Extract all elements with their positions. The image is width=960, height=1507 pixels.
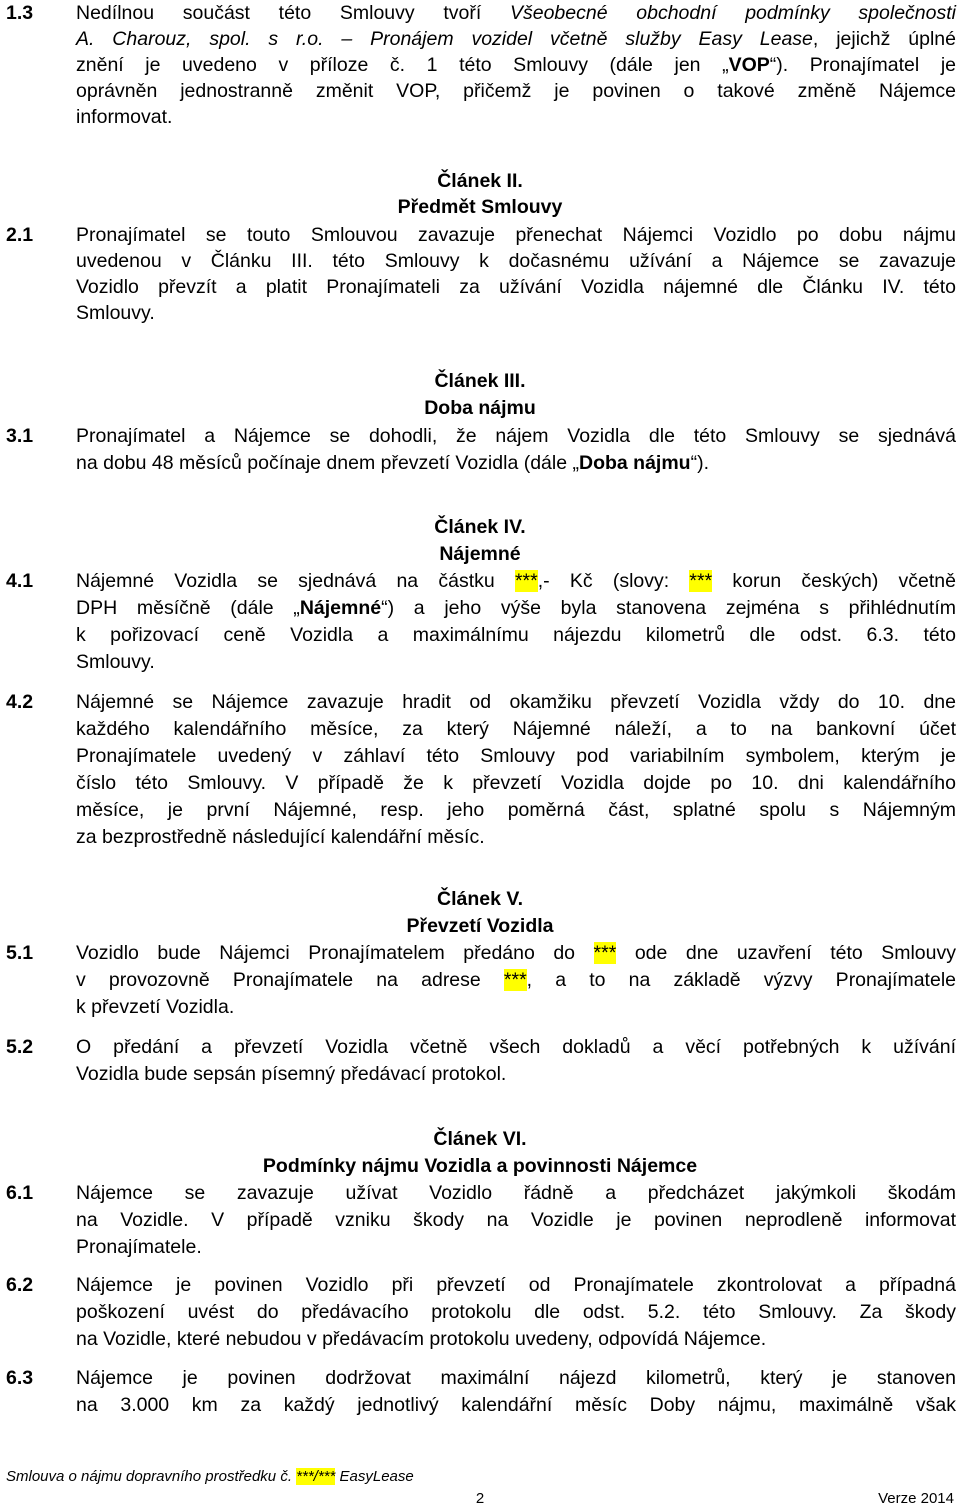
text-span: DPH měsíčně (dále „ xyxy=(76,597,300,619)
text-line: Nájemce je povinen dodržovat maximální nájezd kilometrů, který je stanoven xyxy=(76,1367,956,1389)
paragraph-number: 1.3 xyxy=(6,2,34,24)
text-span: , jejichž úplné xyxy=(812,28,956,50)
paragraph-number: 6.3 xyxy=(6,1367,34,1389)
text-line: Pronajímatele. xyxy=(76,1236,202,1258)
text-line: poškození uvést do předávacího protokolu dle odst. 5.2. této Smlouvy. Za škody xyxy=(76,1301,956,1323)
paragraph-number: 4.2 xyxy=(6,691,34,713)
paragraph-number: 5.1 xyxy=(6,942,34,964)
text-span: na dobu 48 měsíců počínaje dnem převzetí Vozidla (dále „ xyxy=(76,452,579,474)
paragraph-number: 2.1 xyxy=(6,224,34,246)
paragraph-number: 6.2 xyxy=(6,1274,34,1296)
text-line: O předání a převzetí Vozidla včetně všech dokladů a věcí potřebných k užívání xyxy=(76,1036,956,1058)
text-line: na Vozidle, které nebudou v předávacím protokolu uvedeny, odpovídá Nájemce. xyxy=(76,1328,767,1350)
article-title: Článek II. xyxy=(437,170,523,192)
article-subtitle: Převzetí Vozidla xyxy=(406,915,554,937)
footer-text: EasyLease xyxy=(335,1468,414,1485)
article-title: Článek V. xyxy=(437,888,523,910)
page-number: 2 xyxy=(475,1490,485,1507)
highlighted-placeholder: *** xyxy=(514,570,538,592)
text-span: ,- Kč (slovy: xyxy=(537,570,690,592)
text-line: k pořizovací ceně Vozidla a maximálnímu nájezdu kilometrů dle odst. 6.3. této xyxy=(76,624,956,646)
italic-span: Všeobecné obchodní podmínky společnosti xyxy=(509,2,956,24)
text-line: oprávněn jednostranně změnit VOP, přičemž je povinen o takové změně Nájemce xyxy=(76,80,956,102)
text-line: Nájemné se Nájemce zavazuje hradit od okamžiku převzetí Vozidla vždy do 10. dne xyxy=(76,691,956,713)
text-span: , a to na základě výzvy Pronajímatele xyxy=(526,969,956,991)
text-line: měsíce, je první Nájemné, resp. jeho poměrná část, splatné spolu s Nájemným xyxy=(76,799,956,821)
text-line xyxy=(76,26,956,52)
text-line: Pronajímatele uvedený v záhlaví této Smlouvy pod variabilním symbolem, kterým je xyxy=(76,745,956,767)
text-line xyxy=(76,450,709,476)
highlighted-placeholder: *** xyxy=(689,570,713,592)
italic-span: A. Charouz, spol. s r.o. – Pronájem vozidel včetně služby Easy Lease xyxy=(76,28,813,50)
text-line: každého kalendářního měsíce, za který Nájemné náleží, a to na bankovní účet xyxy=(76,718,956,740)
article-subtitle: Předmět Smlouvy xyxy=(397,196,563,218)
text-span: korun českých) včetně xyxy=(712,570,956,592)
text-line xyxy=(76,52,956,78)
highlighted-placeholder: *** xyxy=(593,942,617,964)
text-line: Nájemce je povinen Vozidlo při převzetí od Pronajímatele zkontrolovat a případná xyxy=(76,1274,956,1296)
text-span: “). Pronajímatel je xyxy=(769,54,956,76)
text-line xyxy=(76,568,956,594)
paragraph-number: 4.1 xyxy=(6,570,34,592)
article-subtitle: Doba nájmu xyxy=(424,397,536,419)
text-line: za bezprostředně následující kalendářní měsíc. xyxy=(76,826,485,848)
text-line: Vozidlo převzít a platit Pronajímateli za užívání Vozidla nájemné dle Článku IV. této xyxy=(76,276,956,298)
version-label: Verze 2014 xyxy=(878,1490,954,1507)
paragraph-number: 5.2 xyxy=(6,1036,34,1058)
article-title: Článek III. xyxy=(434,370,526,392)
article-title: Článek IV. xyxy=(434,516,526,538)
article-subtitle: Podmínky nájmu Vozidla a povinnosti Nájemce xyxy=(262,1155,698,1177)
text-line: informovat. xyxy=(76,106,173,128)
footer-title xyxy=(6,1468,414,1485)
text-span: “) a jeho výše byla stanovena zejména s přihlédnutím xyxy=(381,597,956,619)
text-line: Pronajímatel a Nájemce se dohodli, že nájem Vozidla dle této Smlouvy se sjednává xyxy=(76,425,956,447)
text-span: v provozovně Pronajímatele na adrese xyxy=(76,969,504,991)
text-line: Smlouvy. xyxy=(76,302,155,324)
text-span: ode dne uzavření této Smlouvy xyxy=(616,942,956,964)
text-span: Nedílnou součást této Smlouvy tvoří xyxy=(76,2,510,24)
text-line xyxy=(76,967,956,993)
highlighted-placeholder: ***/*** xyxy=(296,1468,336,1485)
text-line xyxy=(76,940,956,966)
bold-term: Nájemné xyxy=(299,597,382,619)
text-line: Smlouvy. xyxy=(76,651,155,673)
text-line: na Vozidle. V případě vzniku škody na Vozidle je povinen neprodleně informovat xyxy=(76,1209,956,1231)
text-line: Nájemce se zavazuje užívat Vozidlo řádně a předcházet jakýmkoli škodám xyxy=(76,1182,956,1204)
article-title: Článek VI. xyxy=(433,1128,527,1150)
text-span: znění je uvedeno v příloze č. 1 této Smlouvy (dále jen „ xyxy=(76,54,729,76)
text-line: uvedenou v Článku III. této Smlouvy k dočasnému užívání a Nájemce se zavazuje xyxy=(76,250,956,272)
text-span: Nájemné Vozidla se sjednává na částku xyxy=(76,570,515,592)
text-line xyxy=(76,595,956,621)
article-subtitle: Nájemné xyxy=(439,543,521,565)
bold-term: Doba nájmu xyxy=(578,452,691,474)
footer-text: Smlouva o nájmu dopravního prostředku č. xyxy=(6,1468,297,1485)
bold-term: VOP xyxy=(728,54,770,76)
text-line: na 3.000 km za každý jednotlivý kalendářní měsíc Doby nájmu, maximálně však xyxy=(76,1394,956,1416)
text-line: číslo této Smlouvy. V případě že k převzetí Vozidla dojde po 10. dni kalendářního xyxy=(76,772,956,794)
text-line: k převzetí Vozidla. xyxy=(76,996,235,1018)
highlighted-placeholder: *** xyxy=(503,969,527,991)
text-line: Pronajímatel se touto Smlouvou zavazuje přenechat Nájemci Vozidlo po dobu nájmu xyxy=(76,224,956,246)
paragraph-number: 3.1 xyxy=(6,425,34,447)
text-span: “). xyxy=(690,452,709,474)
text-line: Vozidla bude sepsán písemný předávací protokol. xyxy=(76,1063,507,1085)
text-line xyxy=(76,0,956,26)
paragraph-number: 6.1 xyxy=(6,1182,34,1204)
text-span: Vozidlo bude Nájemci Pronajímatelem předáno do xyxy=(76,942,594,964)
